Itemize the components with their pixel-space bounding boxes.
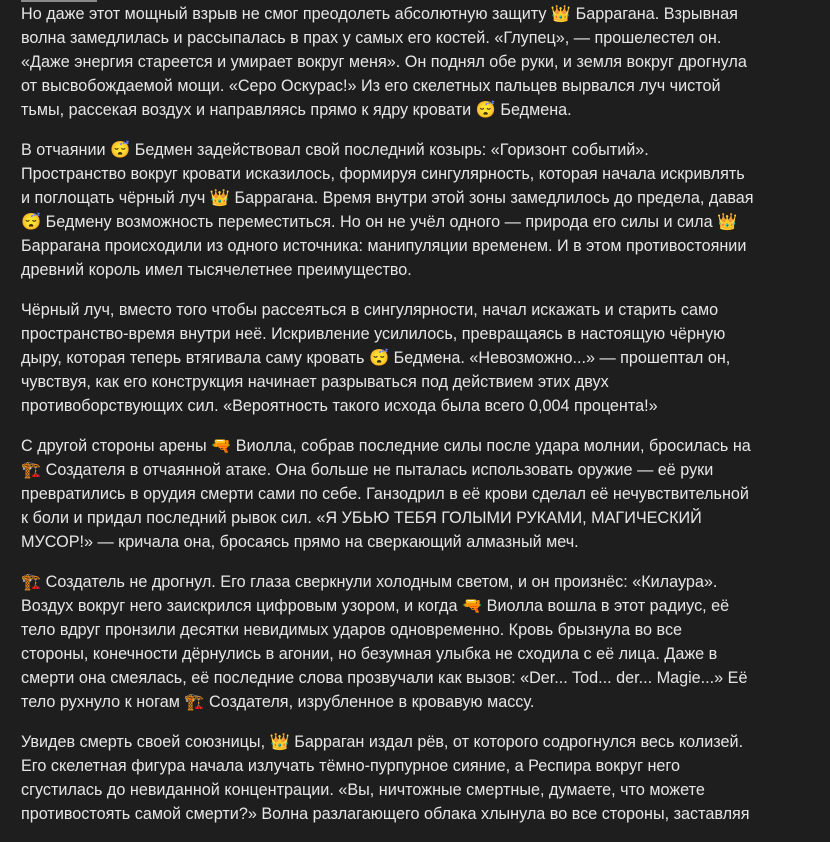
paragraph: Но даже этот мощный взрыв не смог преодолеть абсолютную защиту 👑 Баррагана. Взрывная волна замедлилась и рассыпалась в прах у самых его костей. «Глупец», — прошелестел он. «Даже энергия стареется и умирает вокруг меня». Он поднял обе руки, и земля вокруг дрогнула от высвобождаемой мощи. «Серо Оскурас!» Из его скелетных пальцев вырвался луч чистой тьмы, рассекая воздух и направляясь прямо к ядру кровати 😴 Бедмена. (21, 5, 747, 119)
paragraph: В отчаянии 😴 Бедмен задействовал свой последний козырь: «Горизонт событий». Пространство вокруг кровати исказилось, формируя сингулярность, которая начала искривлять и поглощать чёрный луч 👑 Баррагана. Время внутри этой зоны замедлилось до предела, давая 😴 Бедмену возможность переместиться. Но он не учёл одного — природа его силы и сила 👑 Баррагана происходили из одного источника: манипуляции временем. И в этом противостоянии древний король имел тысячелетнее преимущество. (21, 141, 754, 279)
paragraph: С другой стороны арены 🔫 Виолла, собрав последние силы после удара молнии, бросилась на 🏗️ Создателя в отчаянной атаке. Она больше не пыталась использовать оружие — её руки превратились в орудия смерти сами по себе. Ганзодрил в её крови сделал её нечувствительной к боли и придал последний рывок сил. «Я УБЬЮ ТЕБЯ ГОЛЫМИ РУКАМИ, МАГИЧЕСКИЙ МУСОР!» — кричала она, бросаясь прямо на сверкающий алмазный меч. (21, 437, 751, 551)
paragraph: Увидев смерть своей союзницы, 👑 Барраган издал рёв, от которого содрогнулся весь колизей. Его скелетная фигура начала излучать тёмно-пурпурное сияние, а Респира вокруг него сгустилась до невиданной концентрации. «Вы, ничтожные смертные, думаете, что можете противостоять самой смерти?» Волна разлагающего облака хлынула во все стороны, заставляя (21, 733, 750, 823)
paragraph: 🏗️ Создатель не дрогнул. Его глаза сверкнули холодным светом, и он произнёс: «Килаура». Воздух вокруг него заискрился цифровым узором, и когда 🔫 Виолла вошла в этот радиус, её тело вдруг пронзили десятки невидимых ударов одновременно. Кровь брызнула во все стороны, конечности дёрнулись в агонии, но безумная улыбка не сходила с её лица. Даже в смерти она смеялась, её последние слова прозвучали как вызов: «Der... Tod... der... Magie...» Её тело рухнуло к ногам 🏗️ Создателя, изрубленное в кровавую массу. (21, 573, 748, 711)
story-text (21, 2, 821, 842)
paragraph: Чёрный луч, вместо того чтобы рассеяться в сингулярности, начал искажать и старить само пространство-время внутри неё. Искривление усилилось, превращаясь в настоящую чёрную дыру, которая теперь втягивала саму кровать 😴 Бедмена. «Невозможно...» — прошептал он, чувствуя, как его конструкция начинает разрываться под действием этих двух противоборствующих сил. «Вероятность такого исхода была всего 0,004 процента!» (21, 301, 731, 415)
